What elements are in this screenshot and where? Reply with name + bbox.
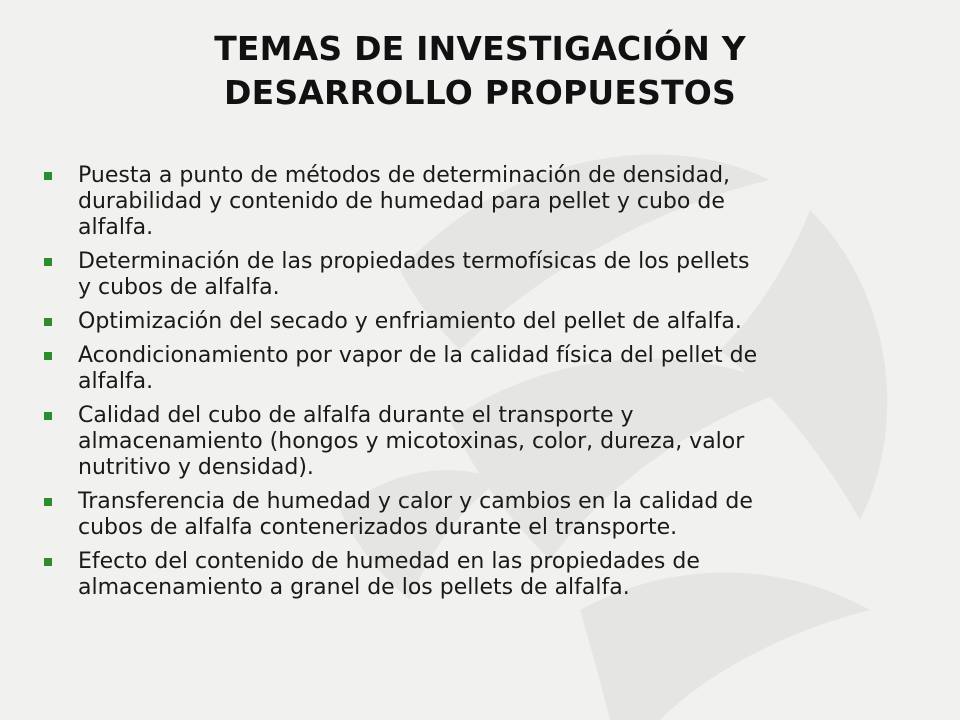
bullet-line: Acondicionamiento por vapor de la calidad física del pellet de bbox=[78, 343, 758, 368]
bullet-line: durabilidad y contenido de humedad para pellet y cubo de bbox=[78, 189, 725, 214]
bullet-line: Calidad del cubo de alfalfa durante el transporte y bbox=[78, 403, 634, 428]
slide-title-line-2: DESARROLLO PROPUESTOS bbox=[223, 73, 736, 112]
bullet-item bbox=[0, 343, 960, 395]
bullet-item bbox=[0, 489, 960, 541]
bullet-text bbox=[78, 309, 914, 335]
bullet-line: alfalfa. bbox=[78, 369, 154, 394]
bullet-list bbox=[0, 163, 960, 609]
bullet-line: almacenamiento a granel de los pellets de alfalfa. bbox=[78, 575, 630, 600]
bullet-line: Puesta a punto de métodos de determinación de densidad, bbox=[78, 163, 731, 188]
bullet-item bbox=[0, 549, 960, 601]
bullet-line: alfalfa. bbox=[78, 215, 154, 240]
bullet-line: Efecto del contenido de humedad en las propiedades de bbox=[78, 549, 700, 574]
bullet-text bbox=[78, 343, 914, 395]
bullet-item bbox=[0, 309, 960, 335]
square-bullet-icon bbox=[44, 258, 52, 266]
square-bullet-icon bbox=[44, 172, 52, 180]
bullet-line: Transferencia de humedad y calor y cambios en la calidad de bbox=[78, 489, 753, 514]
bullet-text bbox=[78, 489, 914, 541]
bullet-line: Optimización del secado y enfriamiento del pellet de alfalfa. bbox=[78, 309, 742, 334]
bullet-text bbox=[78, 249, 914, 301]
bullet-item bbox=[0, 163, 960, 241]
square-bullet-icon bbox=[44, 558, 52, 566]
square-bullet-icon bbox=[44, 352, 52, 360]
bullet-line: y cubos de alfalfa. bbox=[78, 275, 280, 300]
slide-title bbox=[120, 27, 840, 115]
slide-title-line-1: TEMAS DE INVESTIGACIÓN Y bbox=[214, 29, 746, 68]
square-bullet-icon bbox=[44, 498, 52, 506]
bullet-line: almacenamiento (hongos y micotoxinas, color, dureza, valor bbox=[78, 429, 745, 454]
bullet-text bbox=[78, 549, 914, 601]
bullet-text bbox=[78, 163, 914, 241]
bullet-line: cubos de alfalfa contenerizados durante el transporte. bbox=[78, 515, 678, 540]
square-bullet-icon bbox=[44, 318, 52, 326]
bullet-line: Determinación de las propiedades termofísicas de los pellets bbox=[78, 249, 750, 274]
bullet-line: nutritivo y densidad). bbox=[78, 455, 314, 480]
bullet-text bbox=[78, 403, 914, 481]
bullet-item bbox=[0, 249, 960, 301]
square-bullet-icon bbox=[44, 412, 52, 420]
bullet-item bbox=[0, 403, 960, 481]
